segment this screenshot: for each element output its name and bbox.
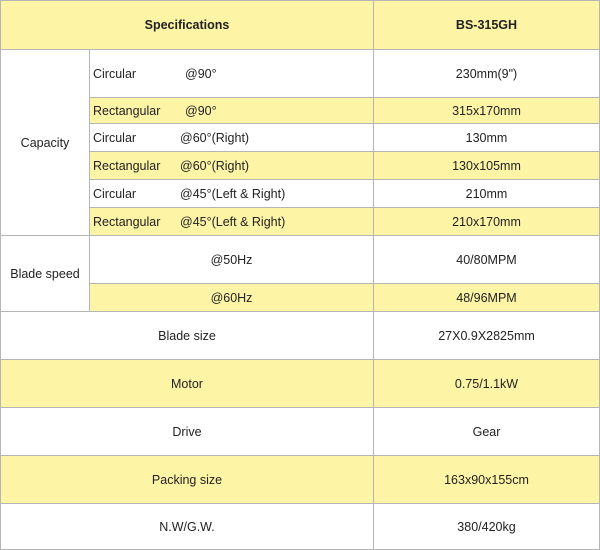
value-text: 130x105mm [452, 158, 521, 173]
value-text: 40/80MPM [456, 252, 517, 267]
drive-label [0, 408, 374, 456]
blade-speed-label [0, 236, 90, 312]
weight-label [0, 504, 374, 550]
drive-label-text: Drive [172, 424, 202, 439]
value-text: 210mm [465, 186, 508, 201]
motor-label-text: Motor [171, 376, 203, 391]
capacity-label-text: Capacity [20, 135, 70, 150]
capacity-row-5-label [90, 180, 374, 208]
capacity-row-6-label [90, 208, 374, 236]
angle-text: @45°(Left & Right) [180, 214, 286, 229]
capacity-label [0, 50, 90, 236]
shape-text: Rectangular [93, 103, 161, 118]
capacity-row-3-value [374, 124, 600, 152]
shape-text: Circular [93, 186, 137, 201]
weight-value-text: 380/420kg [457, 519, 516, 534]
motor-value [374, 360, 600, 408]
blade-speed-row-1-label [90, 236, 374, 284]
header-spec-text: Specifications [144, 18, 230, 32]
blade-size-label-text: Blade size [158, 328, 216, 343]
packing-size-value-text: 163x90x155cm [444, 472, 529, 487]
packing-size-label [0, 456, 374, 504]
value-text: 230mm(9") [455, 66, 518, 81]
shape-text: Circular [93, 130, 137, 145]
blade-speed-row-2-value [374, 284, 600, 312]
blade-speed-label-text: Blade speed [10, 266, 80, 281]
motor-value-text: 0.75/1.1kW [454, 376, 519, 391]
capacity-row-1-label [90, 50, 374, 98]
angle-text: @60°(Right) [180, 158, 250, 173]
motor-label [0, 360, 374, 408]
capacity-row-6-value [374, 208, 600, 236]
angle-text: @45°(Left & Right) [180, 186, 286, 201]
value-text: 315x170mm [452, 103, 521, 118]
blade-speed-row-1-value [374, 236, 600, 284]
capacity-row-4-label [90, 152, 374, 180]
header-spec-label [0, 0, 374, 50]
shape-text: Rectangular [93, 158, 161, 173]
value-text: 48/96MPM [456, 290, 517, 305]
value-text: 210x170mm [452, 214, 521, 229]
capacity-row-2-value [374, 98, 600, 124]
header-model-text: BS-315GH [455, 18, 518, 32]
blade-size-value [374, 312, 600, 360]
freq-text: @60Hz [210, 290, 253, 305]
packing-size-label-text: Packing size [151, 472, 223, 487]
capacity-row-5-value [374, 180, 600, 208]
shape-text: Rectangular [93, 214, 161, 229]
header-model [374, 0, 600, 50]
capacity-row-2-label [90, 98, 374, 124]
packing-size-value [374, 456, 600, 504]
angle-text: @90° [185, 103, 217, 118]
angle-text: @90° [185, 66, 217, 81]
weight-value [374, 504, 600, 550]
freq-text: @50Hz [210, 252, 253, 267]
value-text: 130mm [465, 130, 508, 145]
blade-size-label [0, 312, 374, 360]
angle-text: @60°(Right) [180, 130, 250, 145]
shape-text: Circular [93, 66, 137, 81]
drive-value [374, 408, 600, 456]
capacity-row-3-label [90, 124, 374, 152]
drive-value-text: Gear [472, 424, 501, 439]
capacity-row-4-value [374, 152, 600, 180]
capacity-row-1-value [374, 50, 600, 98]
weight-label-text: N.W/G.W. [159, 519, 215, 534]
blade-speed-row-2-label [90, 284, 374, 312]
blade-size-value-text: 27X0.9X2825mm [438, 328, 535, 343]
